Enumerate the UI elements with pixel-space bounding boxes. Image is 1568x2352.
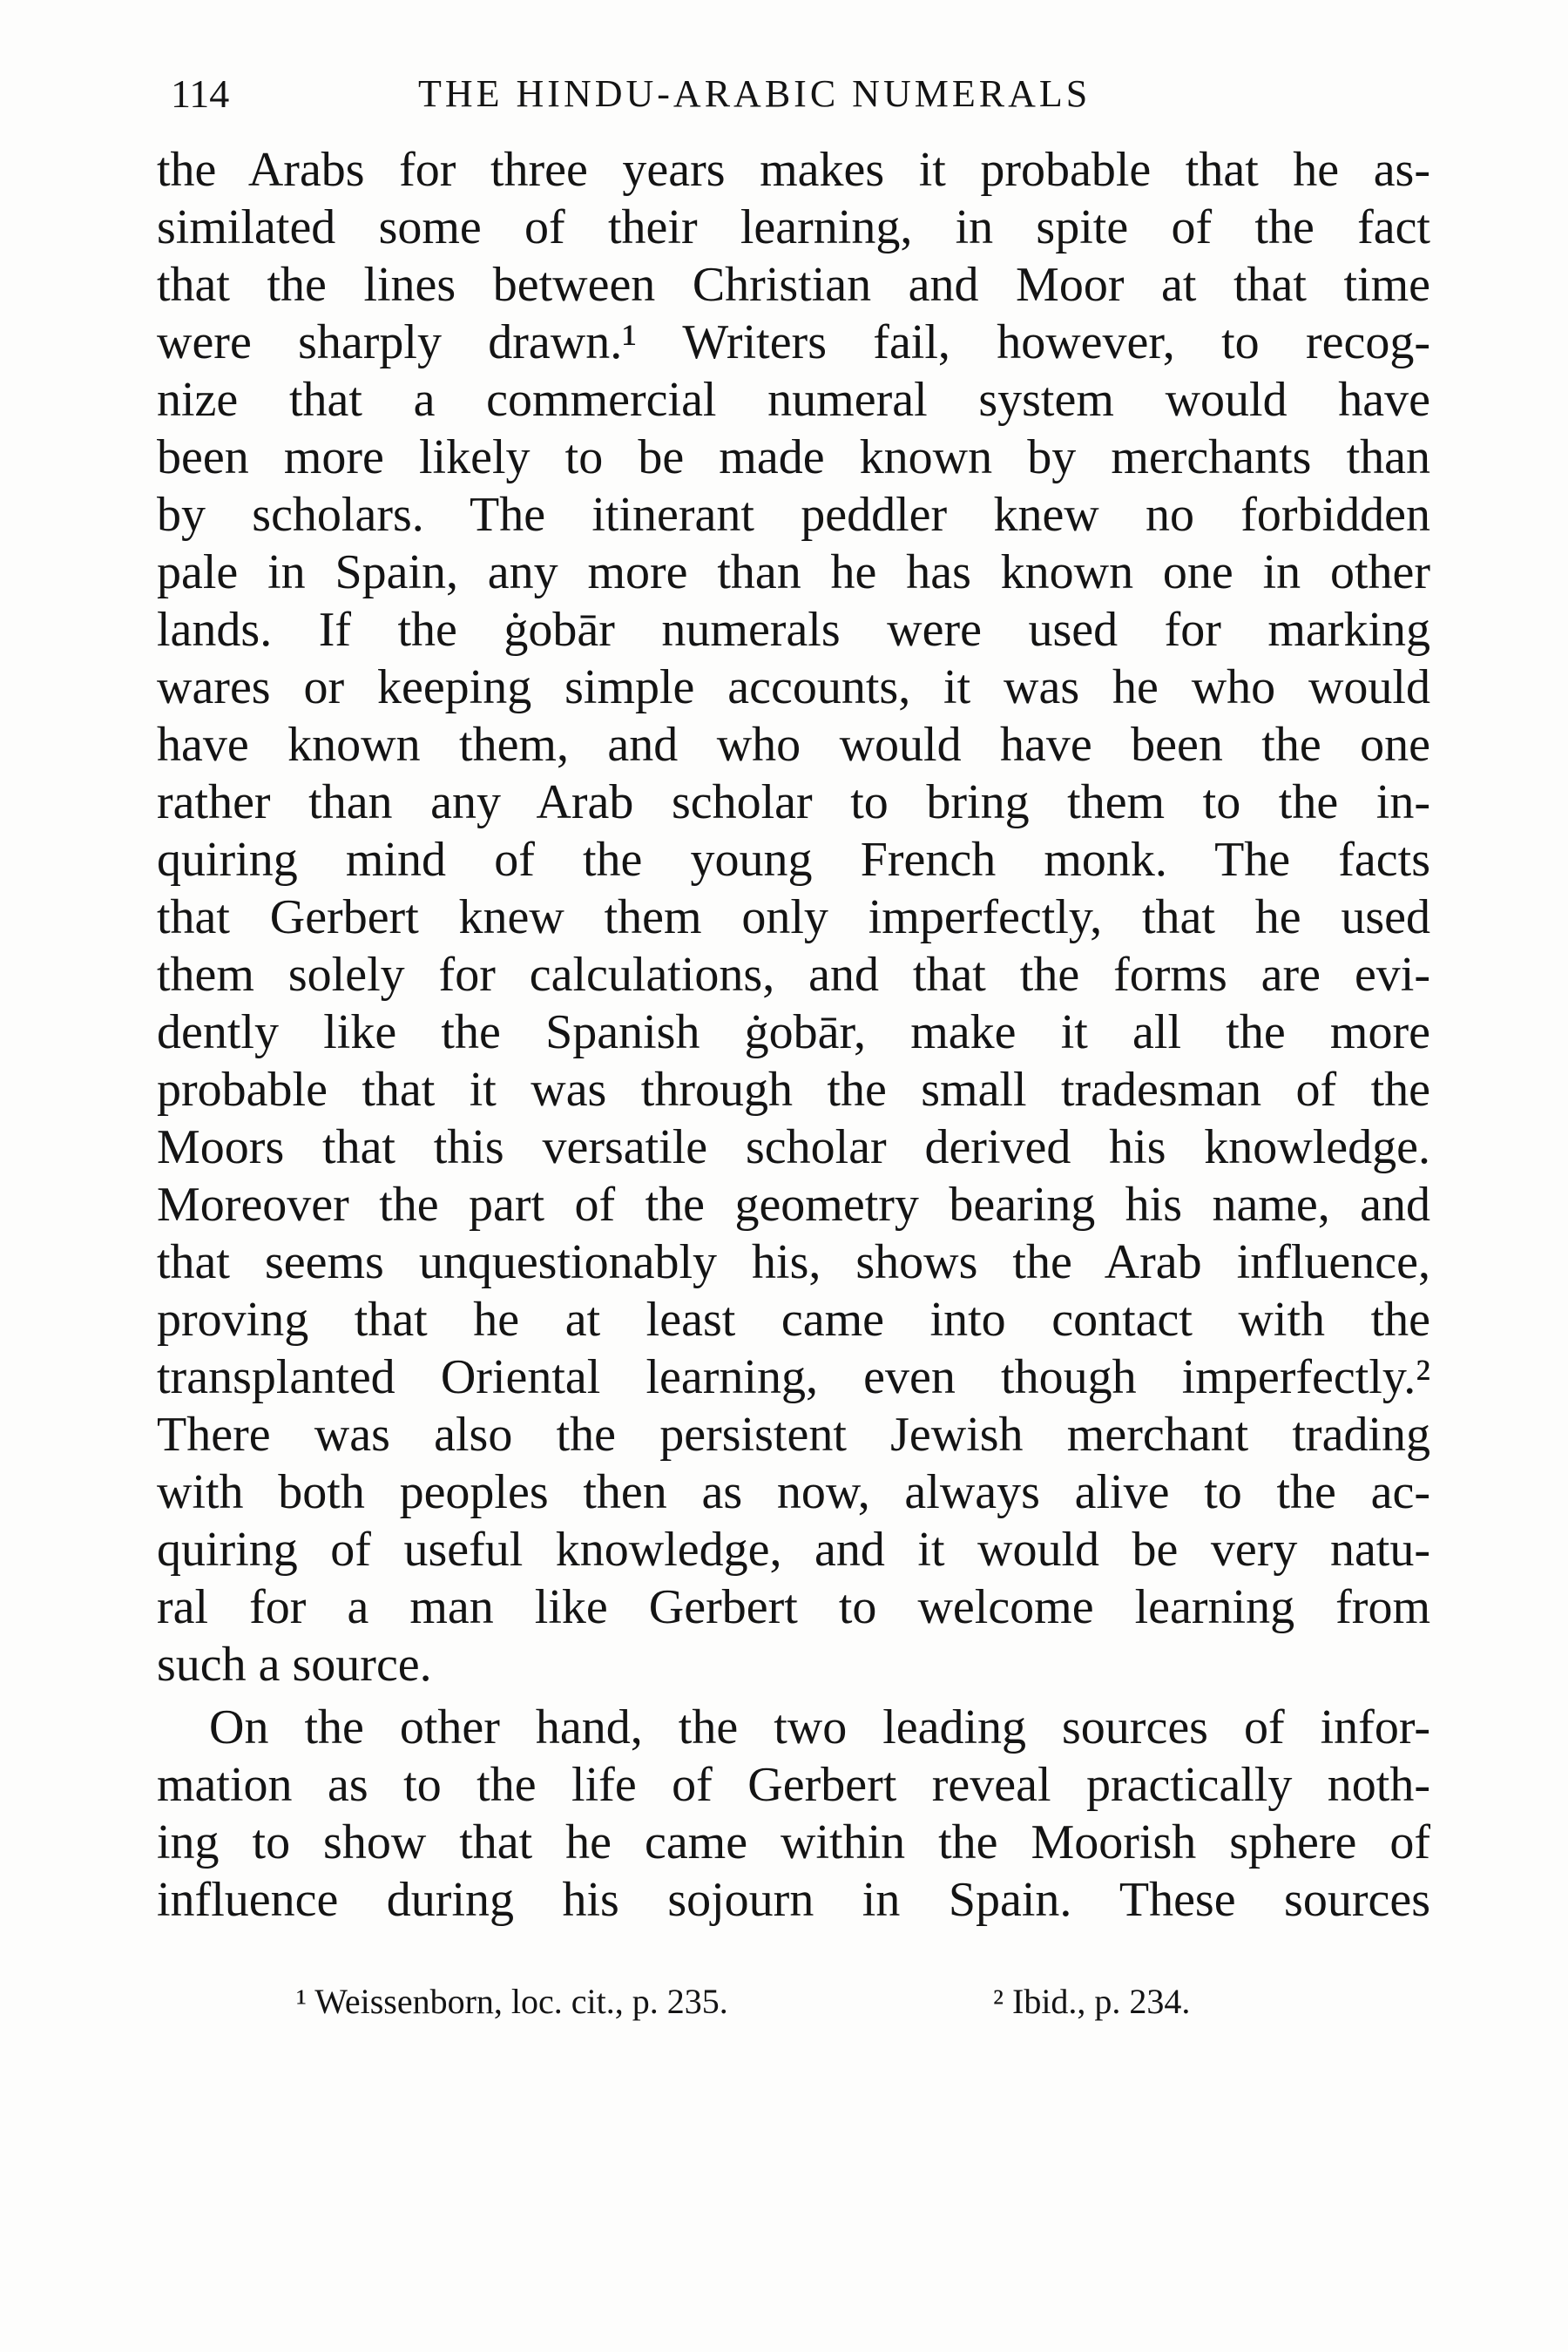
text-line: that Gerbert knew them only imperfectly, that he used — [157, 890, 1430, 944]
text-line: ral for a man like Gerbert to welcome learning from — [157, 1580, 1430, 1634]
text-line: On the other hand, the two leading sources of infor- — [209, 1700, 1430, 1754]
footnotes — [0, 1976, 1568, 2028]
text-line: quiring of useful knowledge, and it would be very natu- — [157, 1523, 1430, 1577]
text-line: proving that he at least came into contact with the — [157, 1293, 1430, 1347]
text-line: wares or keeping simple accounts, it was he who would — [157, 660, 1430, 714]
text-line: such a source. — [157, 1638, 432, 1692]
text-line: There was also the persistent Jewish merchant trading — [157, 1408, 1430, 1462]
text-line: with both peoples then as now, always alive to the ac- — [157, 1465, 1430, 1519]
text-line: the Arabs for three years makes it probable that he as- — [157, 143, 1430, 197]
paragraph — [157, 1699, 1430, 1929]
text-line: mation as to the life of Gerbert reveal practically noth- — [157, 1758, 1430, 1812]
footnote: ¹ Weissenborn, loc. cit., p. 235. — [296, 1982, 728, 2021]
text-line: influence during his sojourn in Spain. These sources — [157, 1873, 1430, 1927]
text-line: similated some of their learning, in spite of the fact — [157, 200, 1430, 254]
text-line: dently like the Spanish ġobār, make it all the more — [157, 1005, 1430, 1059]
text-line: Moors that this versatile scholar derived his knowledge. — [157, 1120, 1430, 1174]
running-head — [0, 68, 1568, 120]
text-line: lands. If the ġobār numerals were used for marking — [157, 603, 1430, 657]
text-line: nize that a commercial numeral system would have — [157, 373, 1430, 427]
page-number: 114 — [171, 71, 230, 116]
text-line: ing to show that he came within the Moorish sphere of — [157, 1815, 1430, 1869]
text-line: Moreover the part of the geometry bearing his name, and — [157, 1178, 1430, 1232]
text-line: rather than any Arab scholar to bring them to the in- — [157, 775, 1430, 829]
running-title: THE HINDU-ARABIC NUMERALS — [418, 72, 1092, 115]
text-line: that the lines between Christian and Moor at that time — [157, 258, 1430, 312]
text-line: have known them, and who would have been the one — [157, 718, 1430, 772]
paragraph — [157, 141, 1430, 1693]
text-line: pale in Spain, any more than he has known one in other — [157, 545, 1430, 599]
text-line: transplanted Oriental learning, even though imperfectly.² — [157, 1350, 1430, 1404]
text-line: quiring mind of the young French monk. The facts — [157, 833, 1430, 887]
text-line: them solely for calculations, and that the forms are evi- — [157, 948, 1430, 1002]
text-line: were sharply drawn.¹ Writers fail, however, to recog- — [157, 315, 1430, 369]
text-line: that seems unquestionably his, shows the Arab influence, — [157, 1235, 1430, 1289]
text-line: been more likely to be made known by merchants than — [157, 430, 1430, 484]
footnote: ² Ibid., p. 234. — [993, 1982, 1191, 2021]
text-line: by scholars. The itinerant peddler knew no forbidden — [157, 488, 1430, 542]
text-line: probable that it was through the small tradesman of the — [157, 1063, 1430, 1117]
